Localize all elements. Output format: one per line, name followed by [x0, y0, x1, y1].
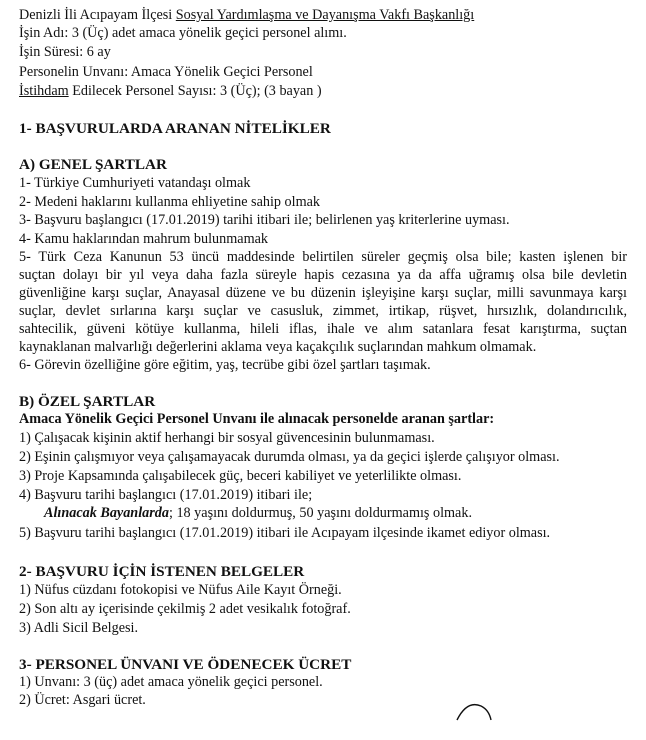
staff-count-word: İstihdam	[19, 83, 69, 99]
general-item-1: 1- Türkiye Cumhuriyeti vatandaşı olmak	[19, 175, 251, 191]
staff-count-line	[19, 83, 322, 100]
general-item-6: 6- Görevin özelliğine göre eğitim, yaş, tecrübe gibi özel şartları taşımak.	[19, 357, 431, 373]
special-item-1: 1) Çalışacak kişinin aktif herhangi bir sosyal güvencesinin bulunmaması.	[19, 430, 435, 446]
general-item-5-line: suçlar, devlet sırlarına karşı suçlar ve casusluk, zimmet, irtikap, rüşvet, hırsızlık, dolandırıcılık,	[19, 303, 627, 319]
job-duration: İşin Süresi: 6 ay	[19, 44, 111, 60]
section3-title: 3- PERSONEL ÜNVANI VE ÖDENECEK ÜCRET	[19, 656, 352, 673]
document-item-1: 1) Nüfus cüzdanı fotokopisi ve Nüfus Aile Kayıt Örneği.	[19, 582, 342, 598]
document-item-3: 3) Adli Sicil Belgesi.	[19, 620, 139, 636]
women-label: Alınacak Bayanlarda	[44, 505, 169, 521]
general-item-5-line: suçtan dolayı bir yıl veya daha fazla süreyle hapis cezasına ya da affa uğramış olsa bile devletin	[19, 267, 627, 283]
general-item-4: 4- Kamu haklarından mahrum bulunmamak	[19, 231, 269, 247]
general-item-3: 3- Başvuru başlangıcı (17.01.2019) tarihi itibari ile; belirlenen yaş kriterlerine uyması.	[19, 212, 510, 228]
general-item-5-line: sahtecilik, güveni kötüye kullanma, hileli iflas, ihale ve alım satanlara fesat karıştırma, suçtan	[19, 321, 627, 337]
general-item-5-line: güvenliğine karşı suçlar, Anayasal düzene ve bu düzenin işleyişine karşı suçlar, milli savunmaya karşı	[19, 285, 627, 301]
header-prefix: Denizli İli Acıpayam İlçesi	[19, 7, 176, 23]
women-requirement	[44, 505, 472, 522]
document-item-2: 2) Son altı ay içerisinde çekilmiş 2 adet vesikalık fotoğraf.	[19, 601, 351, 617]
general-item-5-line: 5- Türk Ceza Kanunun 53 üncü maddesinde belirtilen süreler geçmiş olsa bile; kasten işlenen bir	[19, 249, 627, 265]
section2-title: 2- BAŞVURU İÇİN İSTENEN BELGELER	[19, 563, 305, 580]
salary-item-2: 2) Ücret: Asgari ücret.	[19, 692, 146, 708]
special-item-4: 4) Başvuru tarihi başlangıcı (17.01.2019) itibari ile;	[19, 487, 313, 503]
special-conditions-subtitle: Amaca Yönelik Geçici Personel Unvanı ile alınacak personelde aranan şartlar:	[19, 411, 495, 427]
general-conditions-title: A) GENEL ŞARTLAR	[19, 156, 167, 173]
header-institution-line	[19, 7, 474, 24]
women-text: ; 18 yaşını doldurmuş, 50 yaşını doldurmamış olmak.	[168, 505, 472, 521]
stamp-arc-icon	[455, 700, 495, 740]
special-item-2: 2) Eşinin çalışmıyor veya çalışamayacak durumda olması, ya da geçici işlerde çalışıyor olması.	[19, 449, 560, 465]
special-item-5: 5) Başvuru tarihi başlangıcı (17.01.2019) itibari ile Acıpayam ilçesinde ikamet ediyor olması.	[19, 525, 551, 541]
general-item-5-line: kaynaklanan malvarlığı değerlerini aklama veya kaçakçılık suçlarından mahkum olmamak.	[19, 339, 537, 355]
salary-item-1: 1) Unvanı: 3 (üç) adet amaca yönelik geçici personel.	[19, 674, 323, 690]
section1-title: 1- BAŞVURULARDA ARANAN NİTELİKLER	[19, 120, 331, 137]
general-item-2: 2- Medeni haklarını kullanma ehliyetine sahip olmak	[19, 194, 321, 210]
special-conditions-title: B) ÖZEL ŞARTLAR	[19, 393, 156, 410]
staff-title: Personelin Unvanı: Amaca Yönelik Geçici Personel	[19, 64, 313, 80]
header-organization: Sosyal Yardımlaşma ve Dayanışma Vakfı Başkanlığı	[175, 7, 475, 23]
job-name: İşin Adı: 3 (Üç) adet amaca yönelik geçici personel alımı.	[19, 25, 347, 41]
staff-count-rest: Edilecek Personel Sayısı: 3 (Üç); (3 bayan )	[68, 83, 322, 99]
special-item-3: 3) Proje Kapsamında çalışabilecek güç, beceri kabiliyet ve yeterlilikte olması.	[19, 468, 462, 484]
